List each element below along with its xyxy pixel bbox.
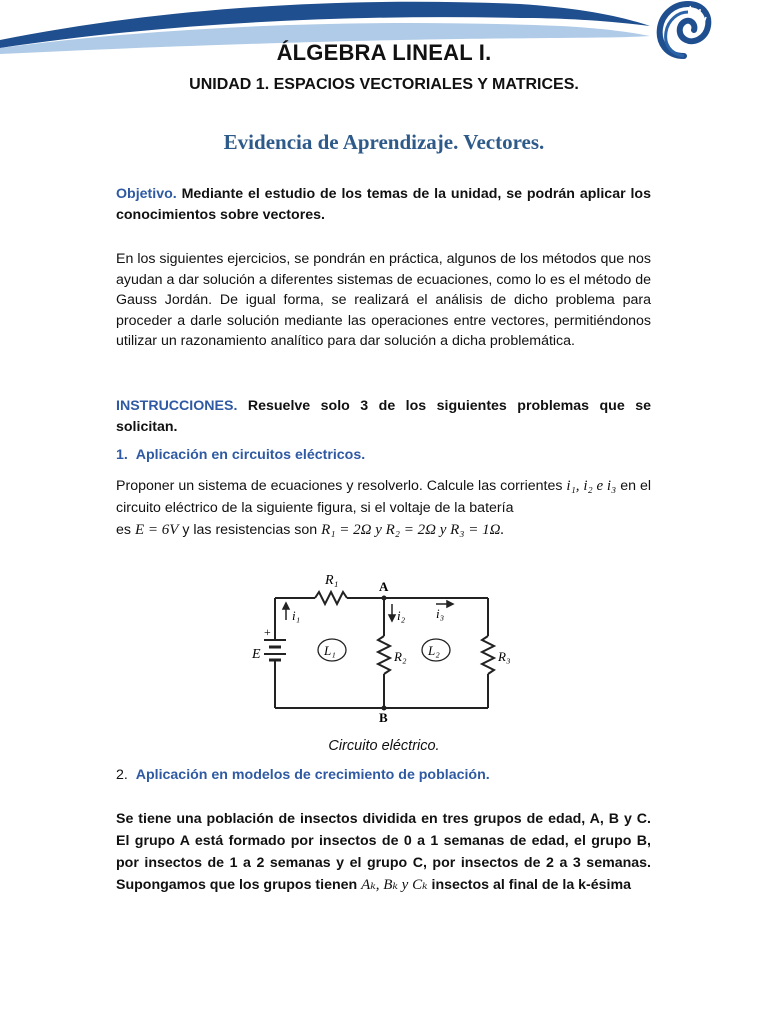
resistor-r2: [378, 636, 390, 674]
problem2-body: Se tiene una población de insectos dividida en tres grupos de edad, A, B y C. El grupo A está formado por insectos de 0 a 1 semanas de edad, el grupo B, por insectos de 1 a 2 semanas y el grupo C, por insectos de 2 a 3 semanas. Supongamos que los grupos tienen: [116, 811, 651, 893]
problem2-text: [116, 808, 651, 896]
problem1-text-b: en el circuito eléctrico de la siguiente figura, si el voltaje de la batería: [116, 478, 651, 516]
problem1-title: Aplicación en circuitos eléctricos.: [135, 447, 366, 463]
resistances-equation: R₁ = 2Ω y R₂ = 2Ω y R₃ = 1Ω.: [321, 522, 505, 538]
problem2-title: Aplicación en modelos de crecimiento de población.: [135, 767, 490, 783]
currents-equation: i₁, i₂ e i₃: [566, 478, 617, 494]
node-a: [382, 596, 387, 601]
groups-equation: Aₖ, Bₖ y Cₖ: [361, 877, 428, 893]
problem1-heading: [116, 447, 365, 463]
circuit-caption: Circuito eléctrico.: [328, 738, 440, 754]
problem2-number: 2.: [116, 767, 128, 783]
label-e: E: [252, 647, 261, 662]
label-r1: R₁: [325, 573, 339, 588]
resistor-r1: [315, 592, 347, 604]
problem1-text-c: es: [116, 522, 135, 538]
problem2-heading: [116, 767, 490, 783]
evidence-heading: Evidencia de Aprendizaje. Vectores.: [223, 130, 545, 154]
problem1-number: 1.: [116, 447, 128, 463]
instructions-paragraph: [116, 396, 651, 437]
label-r3: R₃: [498, 649, 511, 664]
instructions-label: INSTRUCCIONES.: [116, 398, 238, 414]
label-i1: i₁: [292, 608, 301, 623]
label-i2: i₂: [397, 608, 406, 623]
label-b: B: [379, 710, 388, 725]
problem1-text-a: Proponer un sistema de ecuaciones y resolverlo. Calcule las corrientes: [116, 478, 563, 494]
document-title: ÁLGEBRA LINEAL I.: [276, 40, 492, 65]
label-l1: L₁: [324, 643, 336, 658]
objective-paragraph: [116, 184, 651, 225]
voltage-equation: E = 6V: [134, 522, 179, 538]
instructions-text: Resuelve solo 3 de los siguientes problemas que se solicitan.: [116, 398, 651, 435]
objective-text: Mediante el estudio de los temas de la unidad, se podrán aplicar los conocimientos sobre vectores.: [116, 186, 651, 223]
label-a: A: [379, 579, 389, 594]
intro-paragraph: En los siguientes ejercicios, se pondrán en práctica, algunos de los métodos que nos ayudan a dar solución a diferentes sistemas de ecuaciones, como lo es el método de Gauss Jordán. De igual forma, se realizará el análisis de dicho problema para proceder a darle solución mediante las operaciones entre vectores, permitiéndonos utilizar un razonamiento analítico para dar solución a dicha problemática.: [116, 251, 651, 350]
label-l2: L₂: [428, 643, 440, 658]
problem1-text-d: y las resistencias son: [178, 522, 322, 538]
problem2-body-end: insectos al final de la k-ésima: [427, 877, 632, 893]
label-plus: +: [264, 625, 271, 639]
resistor-r3: [482, 636, 494, 674]
problem1-text: [116, 475, 651, 541]
circuit-diagram: [240, 568, 530, 728]
label-i3: i₃: [436, 606, 445, 621]
battery-symbol: [264, 640, 286, 660]
unit-subtitle: UNIDAD 1. ESPACIOS VECTORIALES Y MATRICES.: [189, 76, 579, 93]
objective-label: Objetivo.: [116, 186, 177, 202]
label-r2: R₂: [394, 649, 407, 664]
